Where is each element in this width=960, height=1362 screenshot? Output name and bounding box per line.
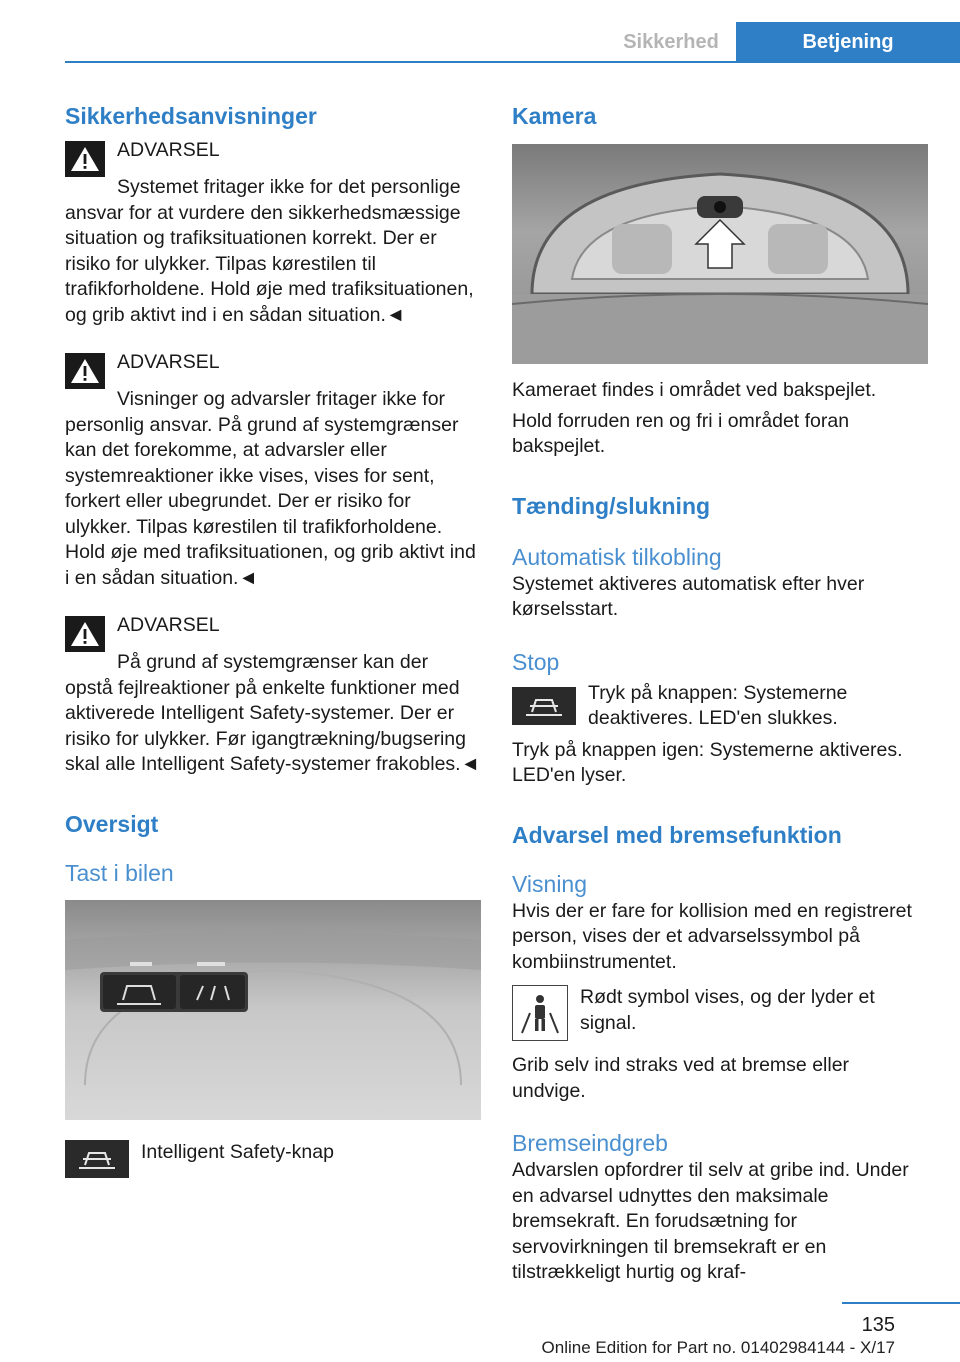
- auto-title: Automatisk tilkobling: [512, 543, 722, 570]
- warning-label: ADVARSEL: [117, 614, 220, 636]
- button-caption-row: [65, 1140, 481, 1178]
- warning-3: [65, 613, 481, 778]
- stop-text-1: Tryk på knappen: Systemerne deaktiveres. LED'en slukkes.: [588, 681, 848, 729]
- stop-title: Stop: [512, 648, 560, 675]
- display-text: Hvis der er fare for kollision med en registreret person, vises der et advarselssymbol på kombiinstrumentet.: [512, 899, 912, 973]
- brake-warning-title: Advarsel med bremsefunktion: [512, 821, 842, 848]
- intelligent-safety-icon: [512, 687, 576, 725]
- warning-triangle-icon: [65, 616, 105, 652]
- camera-text-1: Kameraet findes i området ved bakspejlet.: [512, 379, 877, 401]
- display-title: Visning: [512, 870, 588, 897]
- safety-title: Sikkerhedsanvisninger: [65, 103, 317, 129]
- warning-text: På grund af systemgrænser kan der opstå fejlreaktioner på enkelte funktioner med aktiverede Intelligent Safety-systemer. Der er risiko for ulykker. Før igangtrækning/bugsering skal alle Intelligent Safety-systemer frakobles.◄: [65, 651, 480, 775]
- intelligent-safety-icon: [65, 1140, 129, 1178]
- camera-photo: [512, 144, 928, 364]
- red-symbol-text: Rødt symbol vises, og der lyder et signal.: [580, 986, 875, 1034]
- button-photo: [65, 900, 481, 1120]
- auto-text: Systemet aktiveres automatisk efter hver kørselsstart.: [512, 572, 865, 620]
- edition-text: Online Edition for Part no. 01402984144 - X/17: [541, 1338, 895, 1357]
- pedestrian-warning-icon: [512, 985, 568, 1041]
- warning-text: Systemet fritager ikke for det personlige ansvar for at vurdere den sikkerhedsmæssige situation og trafiksituationen korrekt. Der er risiko for ulykker. Tilpas kørestilen til trafikforholdene. Hold øje med trafiksituationen, og grib aktivt ind i en sådan situation.◄: [65, 176, 474, 326]
- warning-triangle-icon: [65, 141, 105, 177]
- warning-label: ADVARSEL: [117, 351, 220, 373]
- camera-text-2: Hold forruden ren og fri i området foran bakspejlet.: [512, 409, 850, 457]
- brake-grip-title: Bremseindgreb: [512, 1130, 668, 1156]
- stop-row: [512, 681, 928, 732]
- tab-betjening[interactable]: Betjening: [736, 22, 960, 62]
- red-symbol-row: [512, 985, 928, 1041]
- intervene-text: Grib selv ind straks ved at bremse eller undvige.: [512, 1054, 850, 1102]
- button-subtitle: Tast i bilen: [65, 859, 174, 886]
- left-column: [65, 100, 481, 1178]
- warning-triangle-icon: [65, 353, 105, 389]
- warning-label: ADVARSEL: [117, 139, 220, 161]
- brake-grip-text: Advarslen opfordrer til selv at gribe ind. Under en advarsel udnyttes den maksimale bremsekraft. En forudsætning for servovirkningen til bremsekraft er en tilstrækkeligt hurtig og kraf-: [512, 1159, 909, 1283]
- tab-sikkerhed[interactable]: Sikkerhed: [623, 31, 719, 53]
- page-number: 135: [861, 1314, 895, 1336]
- footer-rule: [842, 1302, 960, 1304]
- button-caption: Intelligent Safety-knap: [141, 1140, 334, 1163]
- onoff-title: Tænding/slukning: [512, 492, 711, 519]
- camera-title: Kamera: [512, 103, 597, 129]
- overview-title: Oversigt: [65, 810, 159, 837]
- stop-text-2: Tryk på knappen igen: Systemerne aktiveres. LED'en lyser.: [512, 738, 903, 786]
- warning-2: [65, 350, 481, 591]
- warning-text: Visninger og advarsler fritager ikke for personlig ansvar. På grund af systemgrænser kan det forekomme, at advarsler eller systemreaktioner ikke vises, vises for sent, forkert eller ubegrundet. Der er risiko for ulykker. Tilpas kørestilen til trafikforholdene. Hold øje med trafiksituationen, og grib aktivt ind i en sådan situation.◄: [65, 388, 476, 589]
- right-column: [512, 100, 928, 1286]
- warning-1: [65, 138, 481, 328]
